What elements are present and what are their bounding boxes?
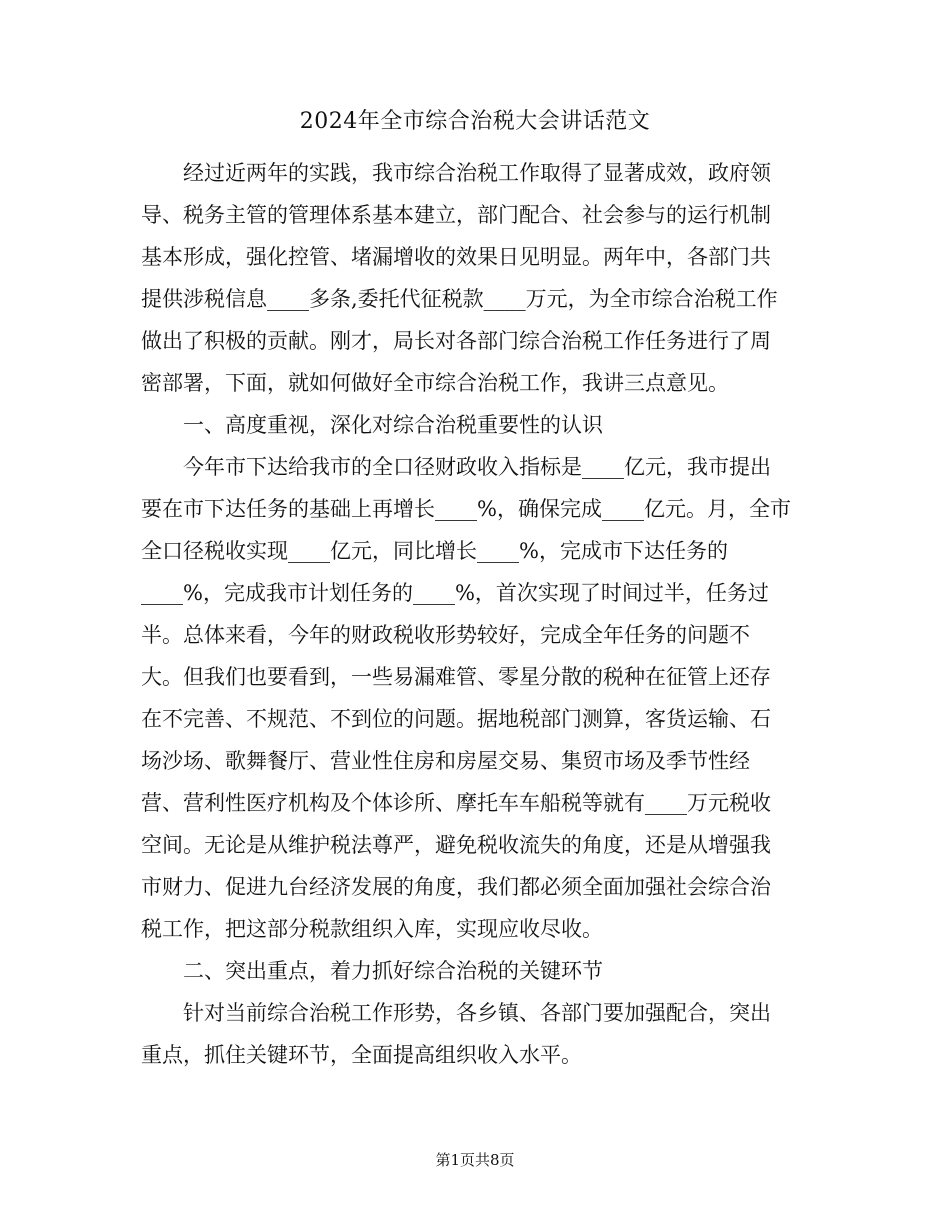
paragraph-line: 在不完善、不规范、不到位的问题。据地税部门测算，客货运输、石 [141,707,771,731]
paragraph-line: 重点，抓住关键环节，全面提高组织收入水平。 [141,1043,582,1067]
paragraph-line: 大。但我们也要看到，一些易漏难管、零星分散的税种在征管上还存 [141,665,771,689]
paragraph-line: 要在市下达任务的基础上再增长____%，确保完成____亿元。月，全市 [141,497,791,521]
document-title: 2024年全市综合治税大会讲话范文 [299,109,651,134]
section-heading: 一、高度重视，深化对综合治税重要性的认识 [183,413,603,437]
paragraph-line: 全口径税收实现____亿元，同比增长____%，完成市下达任务的 [141,539,728,563]
paragraph-line: 基本形成，强化控管、堵漏增收的效果日见明显。两年中，各部门共 [141,245,771,269]
paragraph-line: 导、税务主管的管理体系基本建立，部门配合、社会参与的运行机制 [141,203,771,227]
paragraph-line: 针对当前综合治税工作形势，各乡镇、各部门要加强配合，突出 [183,1001,771,1025]
paragraph-line: ____%，完成我市计划任务的____%，首次实现了时间过半，任务过 [141,581,769,605]
section-heading: 二、突出重点，着力抓好综合治税的关键环节 [183,959,603,983]
paragraph-line: 税工作，把这部分税款组织入库，实现应收尽收。 [141,917,603,941]
paragraph-line: 做出了积极的贡献。刚才，局长对各部门综合治税工作任务进行了周 [141,329,771,353]
paragraph-line: 经过近两年的实践，我市综合治税工作取得了显著成效，政府领 [183,161,771,185]
paragraph-line: 营、营利性医疗机构及个体诊所、摩托车车船税等就有____万元税收 [141,791,771,815]
document-body [141,152,811,1076]
paragraph-line: 半。总体来看，今年的财政税收形势较好，完成全年任务的问题不 [141,623,750,647]
paragraph-line: 场沙场、歌舞餐厅、营业性住房和房屋交易、集贸市场及季节性经 [141,749,750,773]
paragraph-line: 今年市下达给我市的全口径财政收入指标是____亿元，我市提出 [183,455,771,479]
paragraph-line: 密部署，下面，就如何做好全市综合治税工作，我讲三点意见。 [141,371,729,395]
paragraph-line: 提供涉税信息____多条,委托代征税款____万元，为全市综合治税工作 [141,287,778,311]
paragraph-line: 市财力、促进九台经济发展的角度，我们都必须全面加强社会综合治 [141,875,771,899]
page-number: 第1页共8页 [435,1151,515,1169]
paragraph-line: 空间。无论是从维护税法尊严，避免税收流失的角度，还是从增强我 [141,833,771,857]
